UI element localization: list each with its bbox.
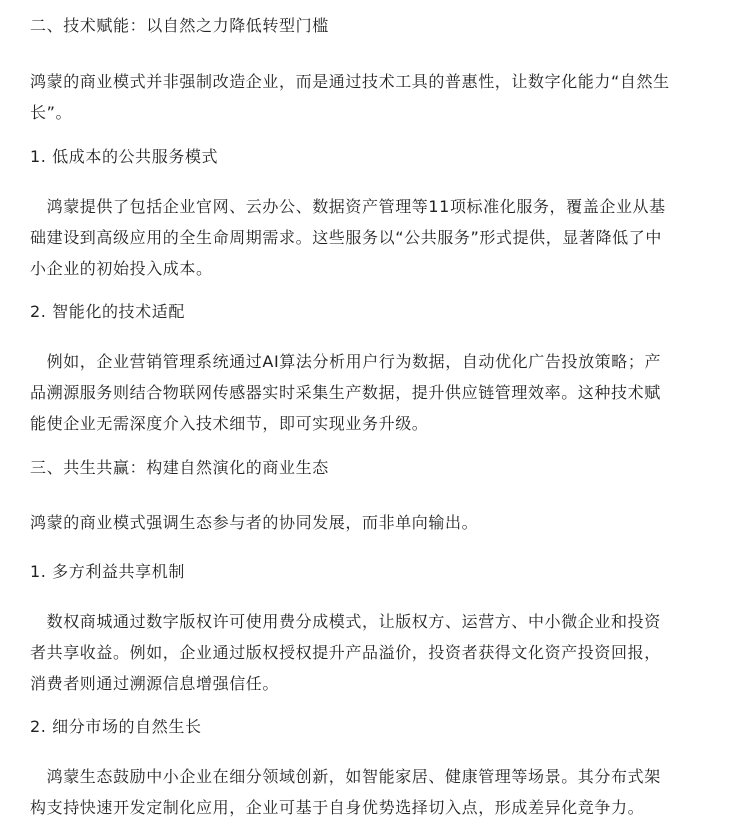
paragraph-line: 鸿蒙提供了包括企业官网、云办公、数据资产管理等11项标准化服务，覆盖企业从基 — [30, 197, 666, 216]
paragraph-line: 消费者则通过溯源信息增强信任。 — [30, 674, 280, 693]
paragraph-low-cost-services — [30, 191, 720, 284]
paragraph-line: 小企业的初始投入成本。 — [30, 259, 213, 278]
paragraph-smart-adaptation — [30, 346, 720, 439]
subheading-low-cost-services: 1. 低成本的公共服务模式 — [30, 147, 219, 166]
paragraph-line: 构支持快速开发定制化应用，企业可基于自身优势选择切入点，形成差异化竞争力。 — [30, 798, 645, 817]
paragraph-line: 例如，企业营销管理系统通过AI算法分析用户行为数据，自动优化广告投放策略；产 — [30, 352, 662, 371]
paragraph-line: 鸿蒙生态鼓励中小企业在细分领域创新，如智能家居、健康管理等场景。其分布式架 — [30, 767, 661, 786]
section-3-intro: 鸿蒙的商业模式强调生态参与者的协同发展，而非单向输出。 — [30, 513, 479, 532]
paragraph-line: 者共享收益。例如，企业通过版权授权提升产品溢价，投资者获得文化资产投资回报， — [30, 643, 661, 662]
section-heading-3: 三、共生共赢：构建自然演化的商业生态 — [30, 458, 329, 477]
paragraph-line: 础建设到高级应用的全生命周期需求。这些服务以“公共服务”形式提供，显著降低了中 — [30, 228, 662, 247]
section-2-intro — [30, 66, 720, 128]
subheading-niche-growth: 2. 细分市场的自然生长 — [30, 717, 202, 736]
paragraph-line: 品溯源服务则结合物联网传感器实时采集生产数据，提升供应链管理效率。这种技术赋 — [30, 383, 661, 402]
section-heading-2: 二、技术赋能：以自然之力降低转型门槛 — [30, 16, 329, 35]
paragraph-line: 数权商城通过数字版权许可使用费分成模式，让版权方、运营方、中小微企业和投资 — [30, 612, 661, 631]
section-2-intro-line: 鸿蒙的商业模式并非强制改造企业，而是通过技术工具的普惠性，让数字化能力“自然生 — [30, 72, 670, 91]
subheading-smart-adaptation: 2. 智能化的技术适配 — [30, 302, 185, 321]
subheading-benefit-sharing: 1. 多方利益共享机制 — [30, 562, 185, 581]
section-2-intro-line: 长”。 — [30, 103, 73, 122]
paragraph-line: 能使企业无需深度介入技术细节，即可实现业务升级。 — [30, 414, 429, 433]
paragraph-benefit-sharing — [30, 606, 720, 699]
paragraph-niche-growth — [30, 761, 720, 823]
